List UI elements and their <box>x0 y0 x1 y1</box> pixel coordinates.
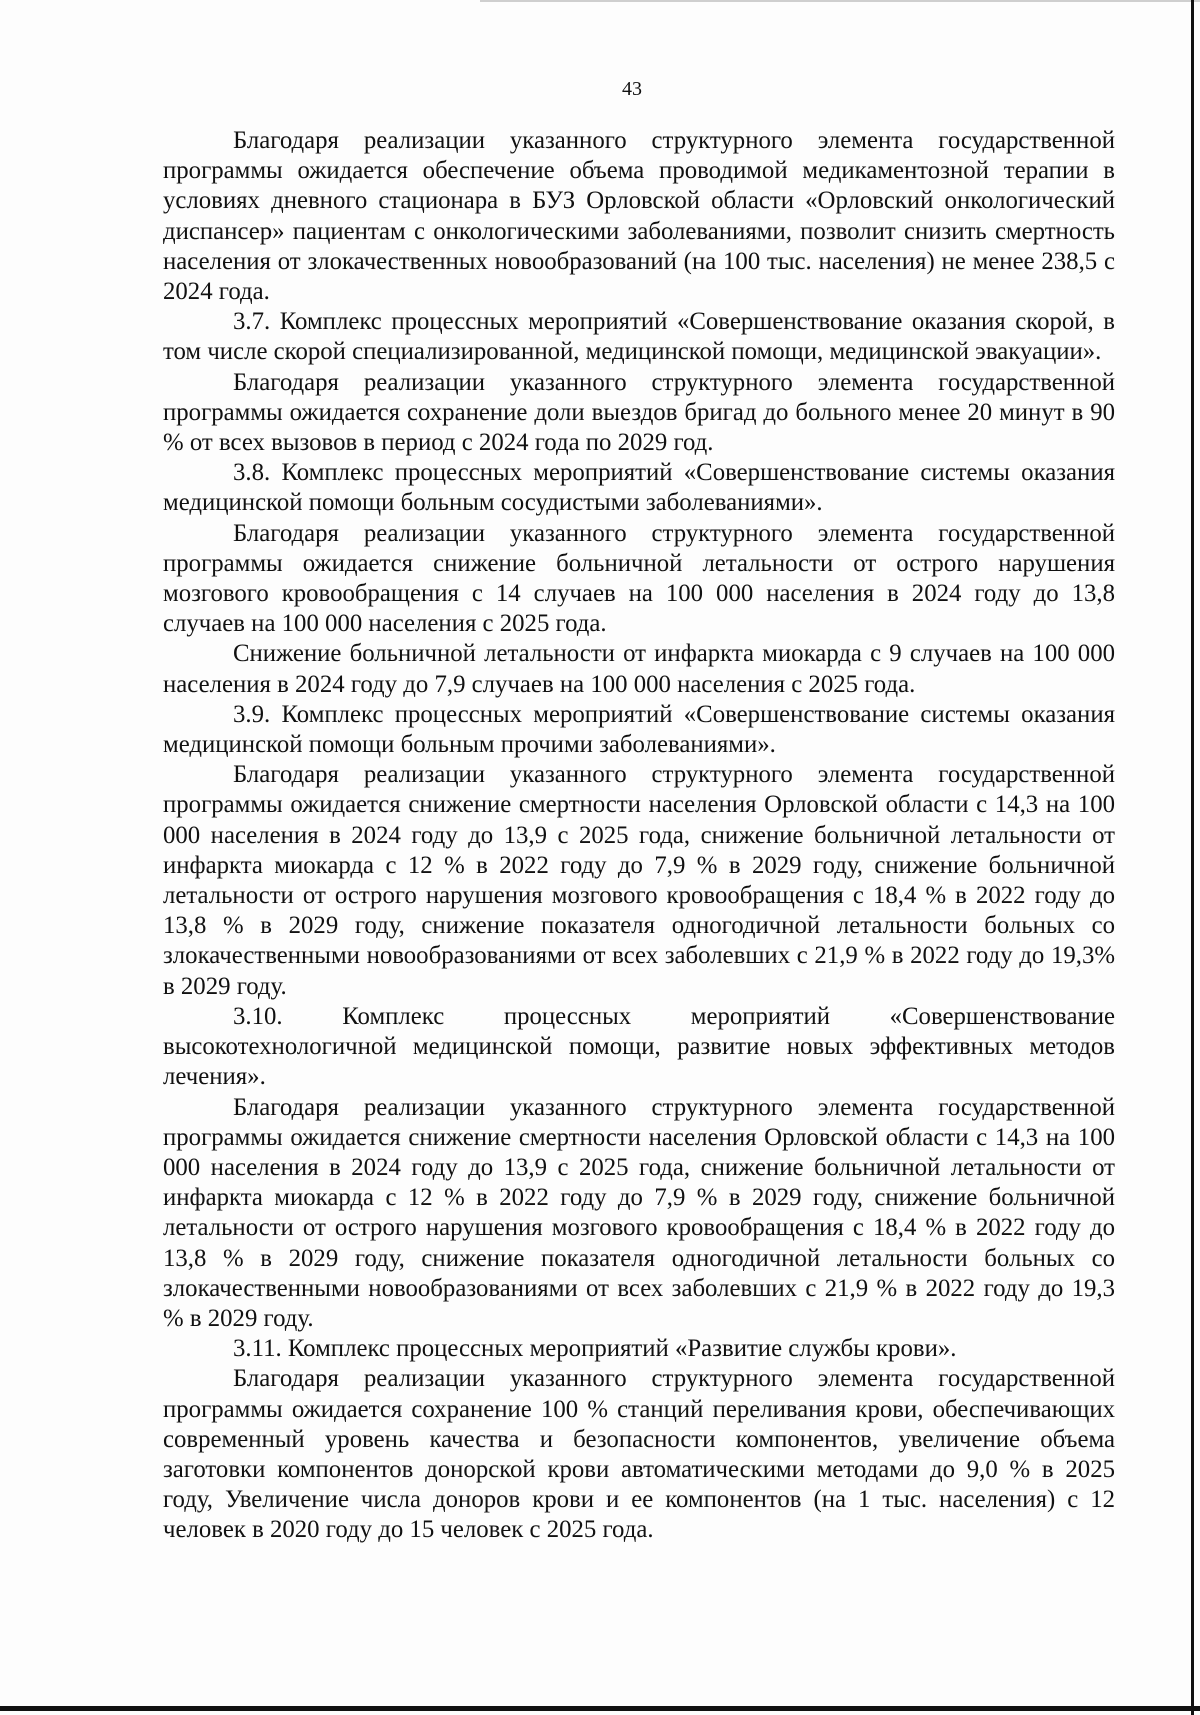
scan-edge-top <box>480 0 1200 2</box>
paragraph-oncology-result: Благодаря реализации указанного структурного элемента государственной программы ожидается обеспечение объема проводимой медикаментозной терапии в условиях дневного стационара в БУЗ Орловской области «Орловский онкологический диспансер» пациентам с онкологическими заболеваниями, позволит снизить смертность населения от злокачественных новообразований (на 100 тыс. населения) не менее 238,5 с 2024 года. <box>163 127 1115 306</box>
section-3-8-heading: 3.8. Комплекс процессных мероприятий «Совершенствование системы оказания медицинской помощи больным сосудистыми заболеваниями». <box>163 459 1115 517</box>
scan-edge-bottom <box>0 1706 1200 1711</box>
document-body <box>163 126 1115 1546</box>
scan-edge-right <box>1191 0 1194 1715</box>
section-3-10-heading: 3.10. Комплекс процессных мероприятий «Совершенствование высокотехнологичной медицинской помощи, развитие новых эффективных методов лечения». <box>163 1002 1115 1091</box>
paragraph-blood-service-result: Благодаря реализации указанного структурного элемента государственной программы ожидается сохранение 100 % станций переливания крови, обеспечивающих современный уровень качества и безопасности компонентов, увеличение объема заготовки компонентов донорской крови автоматическими методами до 9,0 % в 2025 году, Увеличение числа доноров крови и ее компонентов (на 1 тыс. населения) с 12 человек в 2020 году до 15 человек с 2025 года. <box>163 1365 1115 1544</box>
paragraph-infarction-result: Снижение больничной летальности от инфаркта миокарда с 9 случаев на 100 000 населения в 2024 году до 7,9 случаев на 100 000 населения с 2025 года. <box>163 640 1115 698</box>
paragraph-high-tech-result: Благодаря реализации указанного структурного элемента государственной программы ожидается снижение смертности населения Орловской области с 14,3 на 100 000 населения в 2024 году до 13,9 с 2025 года, снижение больничной летальности от инфаркта миокарда с 12 % в 2022 году до 7,9 % в 2029 году, снижение больничной летальности от острого нарушения мозгового кровообращения с 18,4 % в 2022 году до 13,8 % в 2029 году, снижение показателя одногодичной летальности больных со злокачественными новообразованиями от всех заболевших с 21,9 % в 2022 году до 19,3 % в 2029 году. <box>163 1093 1115 1332</box>
section-3-7-heading: 3.7. Комплекс процессных мероприятий «Совершенствование оказания скорой, в том числе скорой специализированной, медицинской помощи, медицинской эвакуации». <box>163 308 1115 366</box>
page-number: 43 <box>622 78 642 100</box>
section-3-11-heading: 3.11. Комплекс процессных мероприятий «Развитие службы крови». <box>233 1335 957 1363</box>
paragraph-ambulance-result: Благодаря реализации указанного структурного элемента государственной программы ожидается сохранение доли выездов бригад до больного менее 20 минут в 90 % от всех вызовов в период с 2024 года по 2029 год. <box>163 368 1115 457</box>
paragraph-vascular-result: Благодаря реализации указанного структурного элемента государственной программы ожидается снижение больничной летальности от острого нарушения мозгового кровообращения с 14 случаев на 100 000 населения в 2024 году до 13,8 случаев на 100 000 населения с 2025 года. <box>163 519 1115 638</box>
section-3-9-heading: 3.9. Комплекс процессных мероприятий «Совершенствование системы оказания медицинской помощи больным прочими заболеваниями». <box>163 700 1115 759</box>
paragraph-other-diseases-result: Благодаря реализации указанного структурного элемента государственной программы ожидается снижение смертности населения Орловской области с 14,3 на 100 000 населения в 2024 году до 13,9 с 2025 года, снижение больничной летальности от инфаркта миокарда с 12 % в 2022 году до 7,9 % в 2029 году, снижение больничной летальности от острого нарушения мозгового кровообращения с 18,4 % в 2022 году до 13,8 % в 2029 году, снижение показателя одногодичной летальности больных со злокачественными новообразованиями от всех заболевших с 21,9 % в 2022 году до 19,3% в 2029 году. <box>163 761 1115 1000</box>
